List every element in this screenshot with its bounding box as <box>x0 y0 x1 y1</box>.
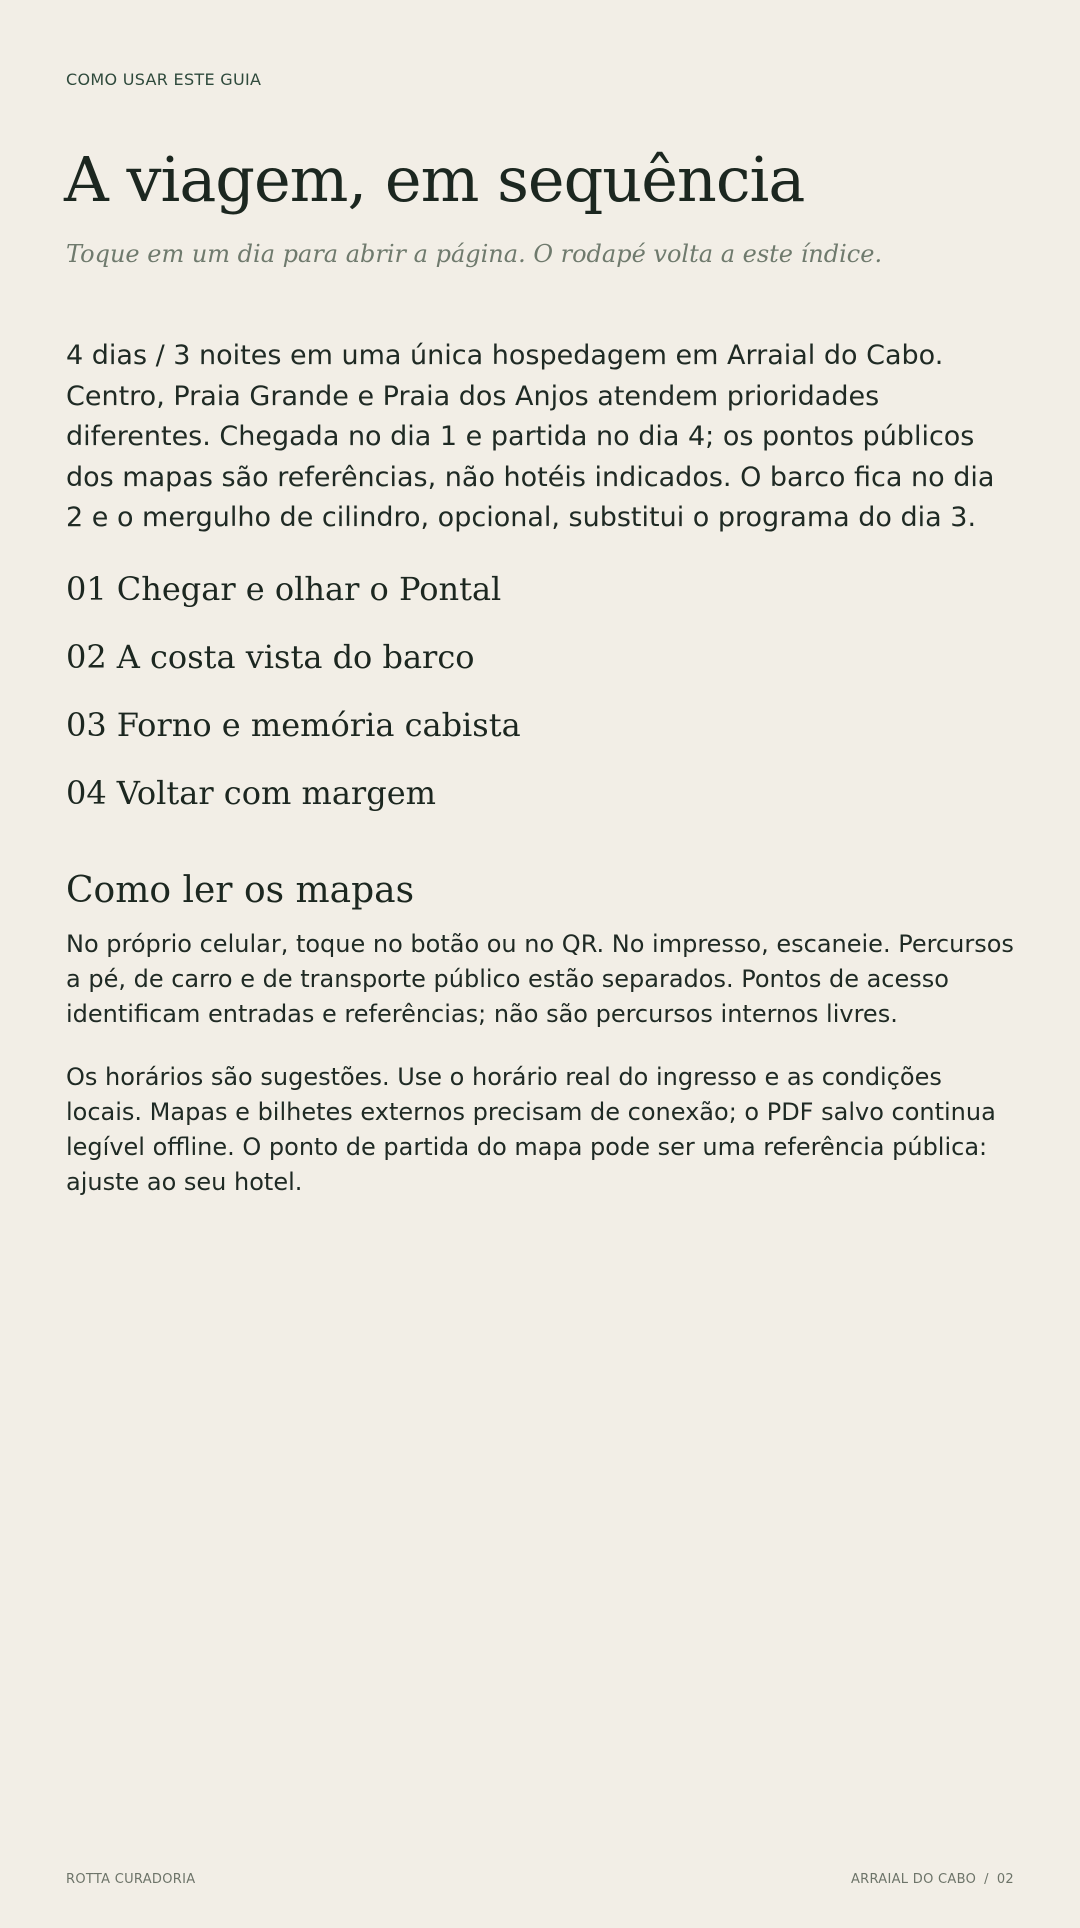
day-link-03[interactable] <box>66 704 521 746</box>
footer-page-number: 02 <box>996 1872 1014 1887</box>
day-link-01[interactable] <box>66 568 521 610</box>
footer-separator: / <box>984 1872 989 1887</box>
day-link-02[interactable] <box>66 636 521 678</box>
maps-section-title: Como ler os mapas <box>66 870 415 911</box>
maps-paragraph-2: Os horários são sugestões. Use o horário real do ingresso e as condições locais. Mapas e bilhetes externos precisam de conexão; o PDF salvo continua legível offline. O ponto de partida do mapa pode ser uma referência pública: ajuste ao seu hotel. <box>66 1063 996 1196</box>
footer-location: ARRAIAL DO CABO <box>850 1872 977 1887</box>
day-link-04[interactable] <box>66 772 521 814</box>
day-label: A costa vista do barco <box>116 638 475 676</box>
day-number: 03 <box>66 706 107 744</box>
day-label: Chegar e olhar o Pontal <box>116 570 502 608</box>
intro-paragraph: 4 dias / 3 noites em uma única hospedagem em Arraial do Cabo. Centro, Praia Grande e Praia dos Anjos atendem prioridades diferentes. Chegada no dia 1 e partida no dia 4; os pontos públicos dos mapas são referências, não hotéis indicados. O barco fica no dia 2 e o mergulho de cilindro, opcional, substitui o programa do dia 3. <box>66 340 995 533</box>
page-subtitle: Toque em um dia para abrir a página. O rodapé volta a este índice. <box>66 240 883 268</box>
day-label: Voltar com margem <box>116 774 436 812</box>
page-title: A viagem, em sequência <box>64 143 805 216</box>
footer-brand: ROTTA CURADORIA <box>66 1872 196 1887</box>
maps-paragraph-1: No próprio celular, toque no botão ou no QR. No impresso, escaneie. Percursos a pé, de carro e de transporte público estão separados. Pontos de acesso identificam entradas e referências; não são percursos internos livres. <box>66 930 1014 1028</box>
section-eyebrow: COMO USAR ESTE GUIA <box>66 70 262 89</box>
day-number: 04 <box>66 774 107 812</box>
day-index-list <box>66 568 521 840</box>
day-label: Forno e memória cabista <box>116 706 521 744</box>
day-number: 02 <box>66 638 107 676</box>
day-number: 01 <box>66 570 107 608</box>
footer-page-info <box>851 1872 1014 1887</box>
